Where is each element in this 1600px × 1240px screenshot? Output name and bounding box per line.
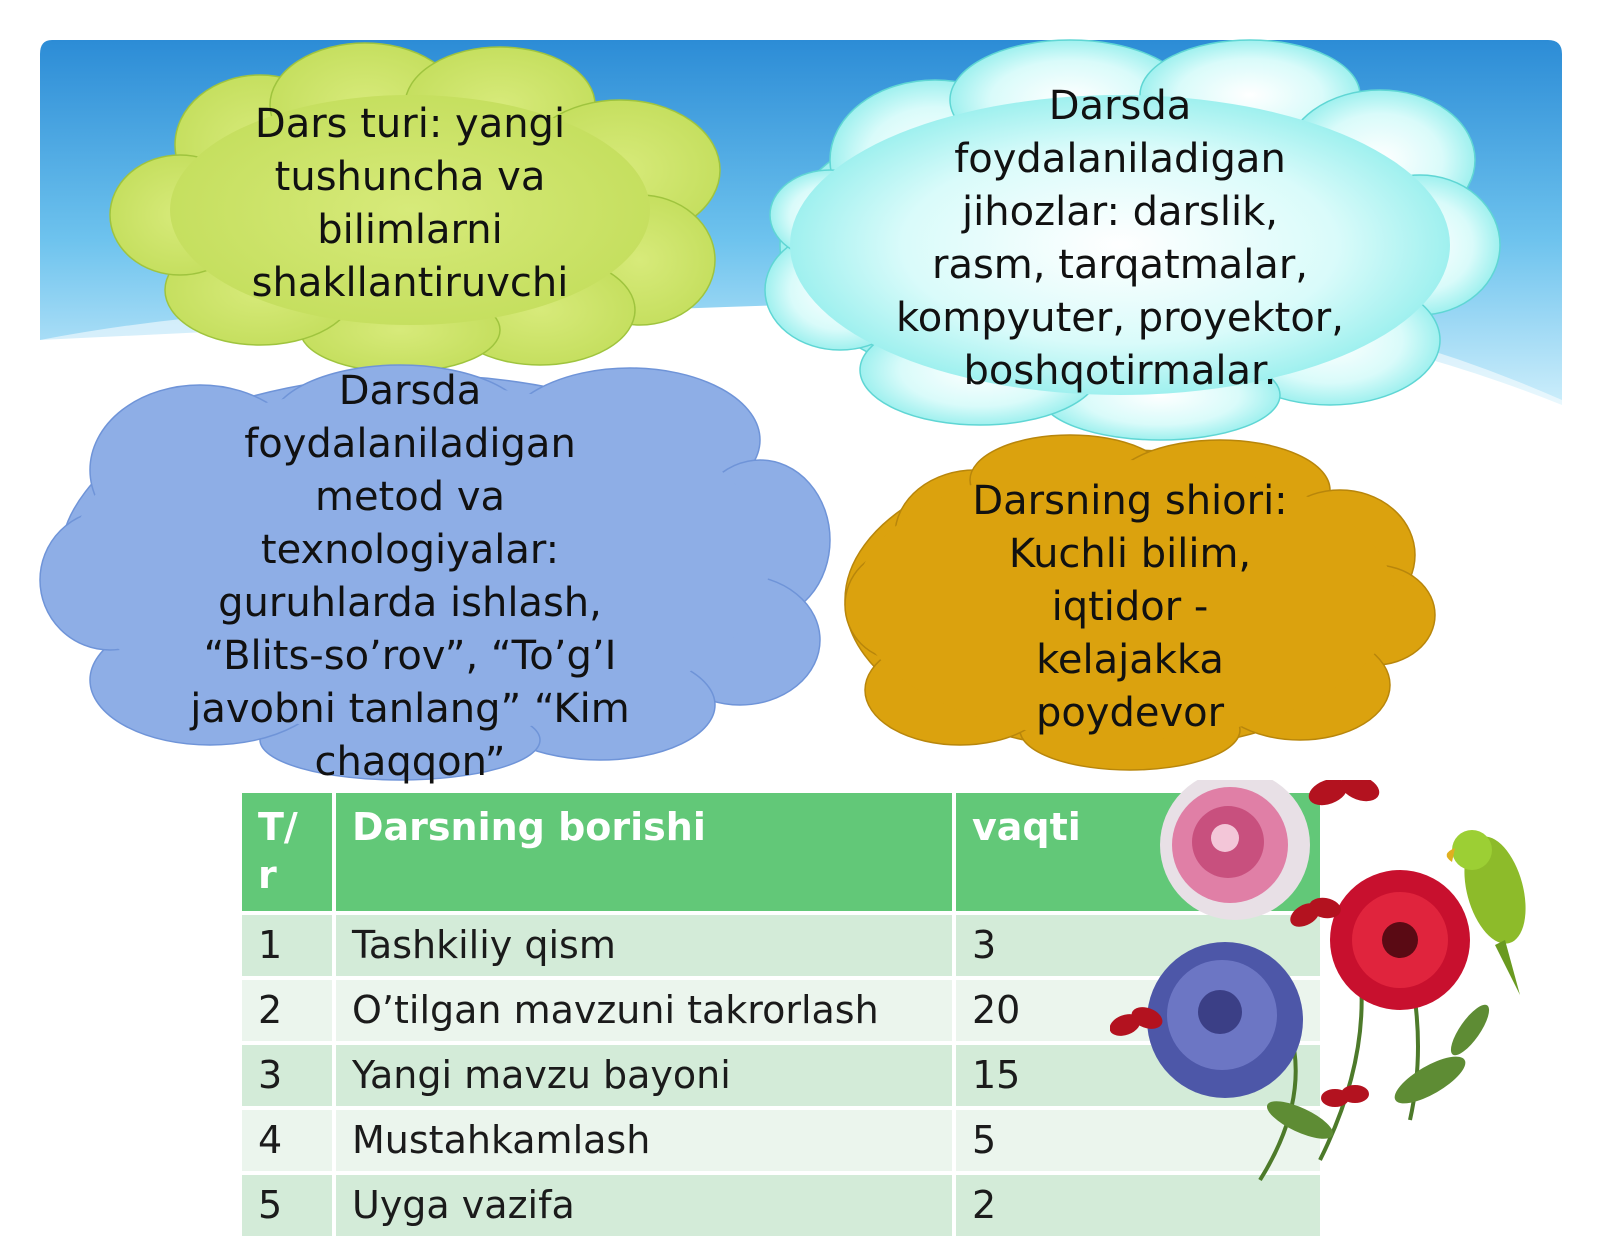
- butterfly-icon: [1321, 1085, 1369, 1107]
- flower-bouquet-image: [1110, 780, 1570, 1200]
- row-number: 4: [242, 1108, 334, 1173]
- header-lesson-flow: Darsning borishi: [334, 793, 954, 913]
- row-stage: O’tilgan mavzuni takrorlash: [334, 978, 954, 1043]
- row-time: 15: [954, 1043, 1322, 1108]
- row-stage: Yangi mavzu bayoni: [334, 1043, 954, 1108]
- row-time: 5: [954, 1108, 1322, 1173]
- row-stage: Mustahkamlash: [334, 1108, 954, 1173]
- red-flower-icon: [1330, 870, 1470, 1010]
- row-time: 3: [954, 913, 1322, 978]
- header-number: T/ r: [242, 793, 334, 913]
- row-time: 2: [954, 1173, 1322, 1238]
- row-time: 20: [954, 978, 1322, 1043]
- row-stage: Uyga vazifa: [334, 1173, 954, 1238]
- row-number: 1: [242, 913, 334, 978]
- row-number: 5: [242, 1173, 334, 1238]
- header-time: vaqti: [954, 793, 1322, 913]
- cloud-text-motto: Darsning shiori: Kuchli bilim, iqtidor - kelajakka poydevor: [972, 478, 1288, 736]
- blue-flower-icon: [1147, 942, 1303, 1098]
- cloud-text-methods: Darsda foydalaniladigan metod va texnologiyalar: guruhlarda ishlash, “Blits-so’rov”, “To’g’I javobni tanlang” “Kim chaqqon”: [190, 368, 630, 785]
- butterfly-icon: [1305, 780, 1383, 810]
- cloud-text-lesson-type: Dars turi: yangi tushuncha va bilimlarni shakllantiruvchi: [251, 101, 569, 306]
- pink-flower-icon: [1160, 780, 1310, 920]
- row-number: 3: [242, 1043, 334, 1108]
- row-number: 2: [242, 978, 334, 1043]
- row-stage: Tashkiliy qism: [334, 913, 954, 978]
- cloud-text-equipment: Darsda foydalaniladigan jihozlar: darslik, rasm, tarqatmalar, kompyuter, proyektor, boshqotirmalar.: [896, 83, 1344, 394]
